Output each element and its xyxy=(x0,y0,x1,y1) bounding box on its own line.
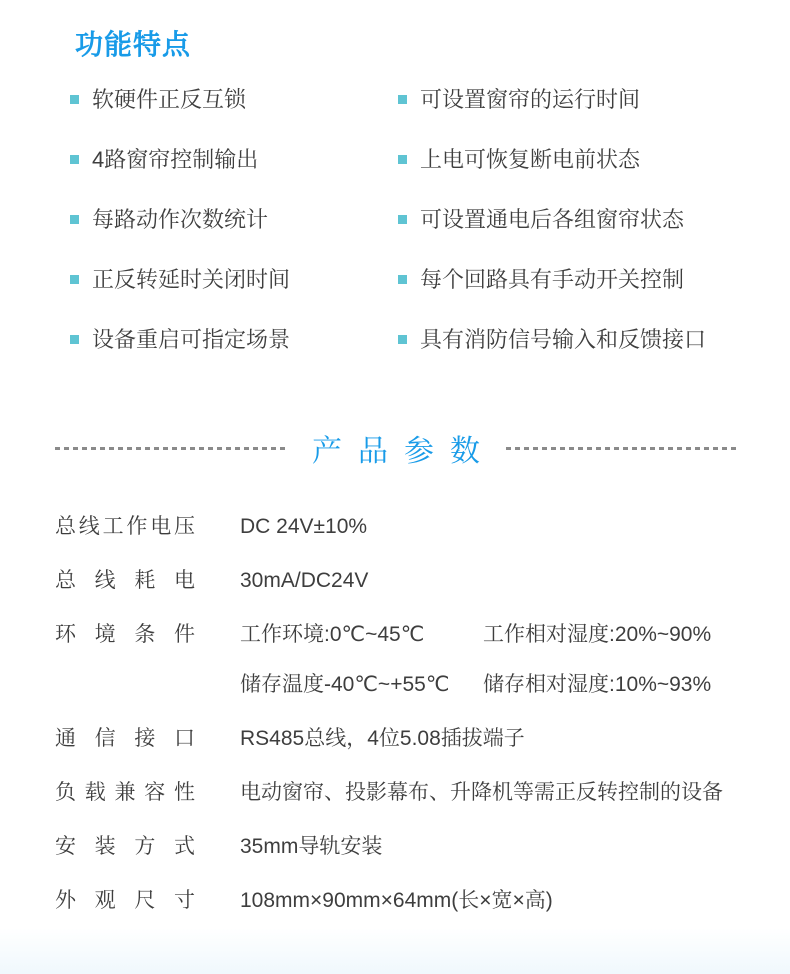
param-label: 通信接口 xyxy=(55,727,195,750)
square-bullet-icon xyxy=(70,155,79,164)
params-table xyxy=(55,514,790,914)
feature-text: 可设置通电后各组窗帘状态 xyxy=(420,207,685,232)
feature-text: 设备重启可指定场景 xyxy=(92,327,291,352)
env-storage-humidity: 储存相对湿度:10%~93% xyxy=(483,673,712,696)
param-label: 负载兼容性 xyxy=(55,781,195,804)
param-value: 30mA/DC24V xyxy=(240,569,369,592)
features-section-title: 功能特点 xyxy=(75,29,192,60)
dashed-line-right xyxy=(506,447,737,450)
param-value: 35mm导轨安装 xyxy=(240,835,383,858)
param-row-environment xyxy=(55,622,790,698)
env-working-temp: 工作环境:0℃~45℃ xyxy=(240,623,425,646)
feature-text: 具有消防信号输入和反馈接口 xyxy=(420,327,707,352)
env-working-humidity: 工作相对湿度:20%~90% xyxy=(483,623,712,646)
feature-text: 正反转延时关闭时间 xyxy=(92,267,291,292)
feature-item xyxy=(70,326,398,386)
params-section-title: 产品参数 xyxy=(312,435,496,468)
feature-item xyxy=(70,86,398,146)
param-label: 总线工作电压 xyxy=(55,515,195,538)
feature-item xyxy=(398,266,790,326)
feature-item xyxy=(398,86,790,146)
feature-text: 每个回路具有手动开关控制 xyxy=(420,267,685,292)
param-value: 电动窗帘、投影幕布、升降机等需正反转控制的设备 xyxy=(240,781,723,804)
env-storage-temp: 储存温度-40℃~+55℃ xyxy=(240,673,450,696)
param-row-bus-voltage xyxy=(55,514,790,540)
square-bullet-icon xyxy=(398,275,407,284)
param-value: 108mm×90mm×64mm(长×宽×高) xyxy=(240,889,553,912)
param-row-load-compatibility xyxy=(55,780,790,806)
feature-item xyxy=(398,206,790,266)
param-value-environment xyxy=(240,622,711,698)
param-row-mounting xyxy=(55,834,790,860)
feature-item xyxy=(398,326,790,386)
param-row-bus-consumption xyxy=(55,568,790,594)
param-value: RS485总线，4位5.08插拔端子 xyxy=(240,727,525,750)
square-bullet-icon xyxy=(70,275,79,284)
features-list xyxy=(70,86,790,386)
param-row-comm-interface xyxy=(55,726,790,752)
feature-item xyxy=(70,206,398,266)
square-bullet-icon xyxy=(70,215,79,224)
feature-item xyxy=(70,146,398,206)
square-bullet-icon xyxy=(398,95,407,104)
square-bullet-icon xyxy=(398,335,407,344)
param-label: 外观尺寸 xyxy=(55,889,195,912)
square-bullet-icon xyxy=(70,335,79,344)
param-value: DC 24V±10% xyxy=(240,515,368,538)
dashed-line-left xyxy=(55,447,286,450)
feature-text: 每路动作次数统计 xyxy=(92,207,269,232)
square-bullet-icon xyxy=(398,215,407,224)
param-label: 安装方式 xyxy=(55,835,195,858)
feature-text: 4路窗帘控制输出 xyxy=(92,147,259,172)
param-label: 环境条件 xyxy=(55,623,195,646)
feature-text: 可设置窗帘的运行时间 xyxy=(420,87,641,112)
feature-text: 软硬件正反互锁 xyxy=(92,87,247,112)
square-bullet-icon xyxy=(398,155,407,164)
square-bullet-icon xyxy=(70,95,79,104)
param-label: 总线耗电 xyxy=(55,569,195,592)
feature-item xyxy=(398,146,790,206)
param-row-dimensions xyxy=(55,888,790,914)
feature-text: 上电可恢复断电前状态 xyxy=(420,147,641,172)
feature-item xyxy=(70,266,398,326)
section-divider xyxy=(0,426,790,470)
